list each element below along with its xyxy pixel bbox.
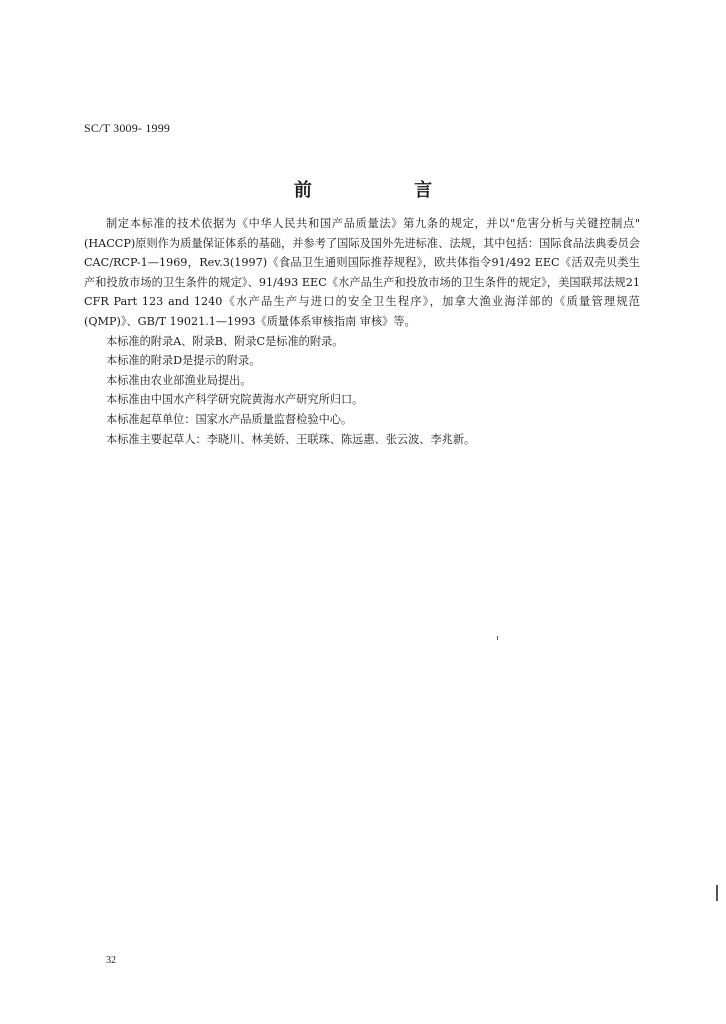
foreword-body bbox=[84, 214, 640, 449]
foreword-paragraph: 本标准由农业部渔业局提出。 bbox=[106, 373, 252, 387]
page-number: 32 bbox=[106, 955, 116, 966]
page-title: 前 言 bbox=[293, 180, 481, 201]
scan-speck bbox=[497, 636, 498, 640]
foreword-paragraph: 本标准的附录D是提示的附录。 bbox=[106, 354, 261, 368]
foreword-paragraph: 本标准由中国水产科学研究院黄海水产研究所归口。 bbox=[106, 393, 364, 407]
scan-speck bbox=[716, 885, 718, 901]
standard-code: SC/T 3009- 1999 bbox=[84, 121, 171, 135]
foreword-paragraph: 本标准主要起草人：李晓川、林美娇、王联珠、陈远惠、张云波、李兆新。 bbox=[106, 432, 476, 446]
foreword-paragraph: 本标准起草单位：国家水产品质量监督检验中心。 bbox=[106, 412, 353, 426]
foreword-paragraph: 制定本标准的技术依据为《中华人民共和国产品质量法》第九条的规定，并以"危害分析与关键控制点"(HACCP)原则作为质量保证体系的基础，并参考了国际及国外先进标准、法规，其中包括：国际食品法典委员会CAC/RCP-1—1969，Rev.3(1997)《食品卫生通则国际推荐规程》，欧共体指令91/492 EEC《活双壳贝类生产和投放市场的卫生条件的规定》、91/493 EEC《水产品生产和投放市场的卫生条件的规定》，美国联邦法规21 CFR Part 123 and 1240《水产品生产与进口的安全卫生程序》，加拿大渔业海洋部的《质量管理规范(QMP)》、GB/T 19021.1—1993《质量体系审核指南 审核》等。 bbox=[84, 217, 640, 328]
foreword-paragraph: 本标准的附录A、附录B、附录C是标准的附录。 bbox=[106, 334, 344, 348]
